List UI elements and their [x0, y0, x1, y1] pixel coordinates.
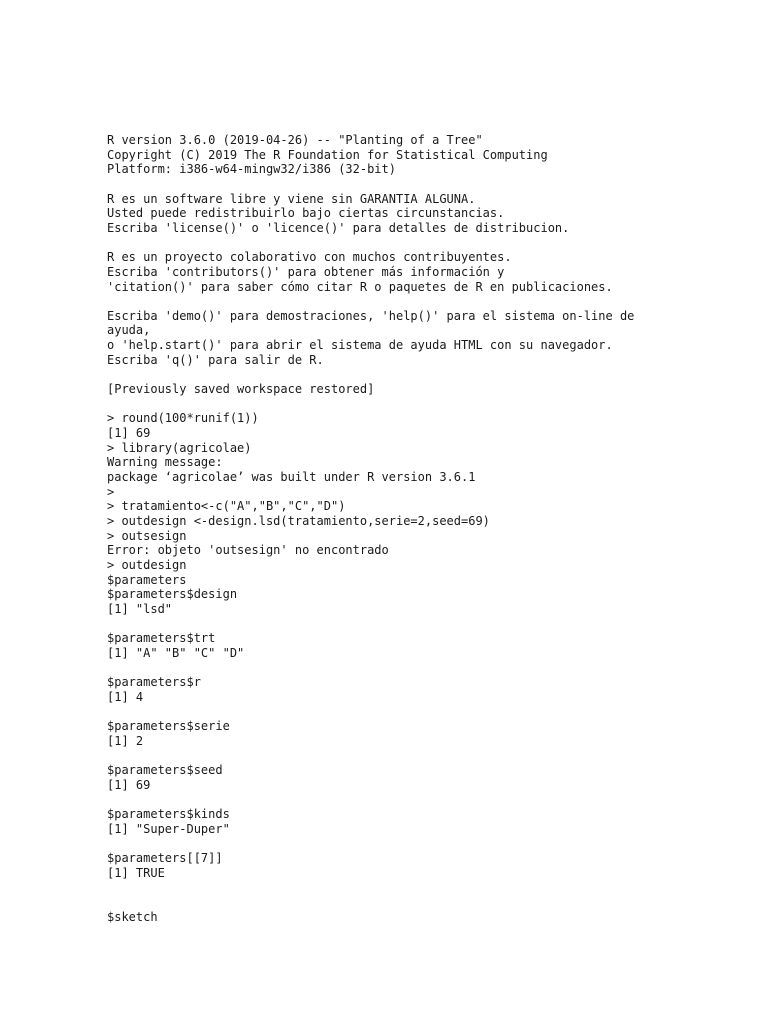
console-warning-line: Warning message: [107, 455, 223, 470]
console-blank-line [107, 236, 659, 251]
console-blank-line [107, 294, 659, 309]
console-command-line: > [107, 484, 115, 499]
console-blank-line [107, 397, 659, 412]
console-line: [1] 4 [107, 689, 144, 704]
console-blank-line [107, 880, 659, 895]
console-blank-line [107, 177, 659, 192]
console-line: $parameters$design [107, 587, 238, 602]
console-line: $sketch [107, 909, 158, 924]
console-line: Escriba 'q()' para salir de R. [107, 352, 324, 367]
console-command-line: > outsesign [107, 528, 187, 543]
console-line: [1] "A" "B" "C" "D" [107, 645, 245, 660]
console-error-line: Error: objeto 'outsesign' no encontrado [107, 543, 389, 558]
console-line: R es un software libre y viene sin GARANTIA ALGUNA. [107, 191, 476, 206]
console-line: $parameters$serie [107, 719, 230, 734]
console-blank-line [107, 661, 659, 676]
console-command-line: > tratamiento<-c("A","B","C","D") [107, 499, 346, 514]
console-line: [1] 2 [107, 733, 144, 748]
console-line: [1] "lsd" [107, 601, 173, 616]
console-blank-line [107, 836, 659, 851]
console-line: ayuda, [107, 323, 151, 338]
console-line: R es un proyecto colaborativo con muchos contribuyentes. [107, 250, 512, 265]
console-line: [1] TRUE [107, 865, 165, 880]
console-line: Escriba 'demo()' para demostraciones, 'help()' para el sistema on-line de [107, 308, 635, 323]
console-blank-line [107, 792, 659, 807]
console-line: [1] 69 [107, 777, 151, 792]
console-blank-line [107, 617, 659, 632]
r-console-output [107, 133, 659, 924]
console-command-line: > outdesign <-design.lsd(tratamiento,serie=2,seed=69) [107, 513, 490, 528]
console-blank-line [107, 367, 659, 382]
console-line: $parameters$trt [107, 631, 216, 646]
console-warning-line: package ‘agricolae’ was built under R version 3.6.1 [107, 470, 476, 485]
console-line: $parameters [107, 572, 187, 587]
console-line: Platform: i386-w64-mingw32/i386 (32-bit) [107, 162, 396, 177]
console-line: $parameters$kinds [107, 807, 230, 822]
console-command-line: > round(100*runif(1)) [107, 411, 259, 426]
console-command-line: > outdesign [107, 557, 187, 572]
console-line: Copyright (C) 2019 The R Foundation for Statistical Computing [107, 147, 548, 162]
console-line: $parameters[[7]] [107, 850, 223, 865]
console-line: [1] 69 [107, 426, 151, 441]
console-line: o 'help.start()' para abrir el sistema de ayuda HTML con su navegador. [107, 338, 613, 353]
console-line: [Previously saved workspace restored] [107, 382, 375, 397]
console-command-line: > library(agricolae) [107, 440, 252, 455]
console-line: R version 3.6.0 (2019-04-26) -- "Planting of a Tree" [107, 133, 483, 147]
console-line: Escriba 'contributors()' para obtener más información y [107, 264, 505, 279]
console-blank-line [107, 704, 659, 719]
console-blank-line [107, 895, 659, 910]
console-line: Usted puede redistribuirlo bajo ciertas circunstancias. [107, 206, 505, 221]
console-blank-line [107, 748, 659, 763]
console-line: Escriba 'license()' o 'licence()' para detalles de distribucion. [107, 220, 570, 235]
console-line: $parameters$r [107, 675, 201, 690]
console-line: [1] "Super-Duper" [107, 821, 230, 836]
console-line: 'citation()' para saber cómo citar R o paquetes de R en publicaciones. [107, 279, 613, 294]
console-line: $parameters$seed [107, 763, 223, 778]
